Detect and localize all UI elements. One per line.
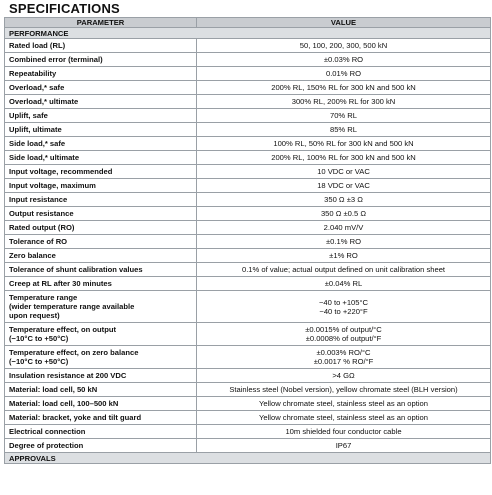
parameter-line: Repeatability (9, 69, 57, 78)
parameter-cell (5, 179, 197, 193)
value-cell (197, 193, 491, 207)
table-row (5, 81, 491, 95)
parameter-cell (5, 263, 197, 277)
table-header-row (5, 18, 491, 28)
table-row (5, 179, 491, 193)
value-line: ±0.0008% of output/°F (305, 334, 382, 343)
parameter-cell (5, 165, 197, 179)
value-cell (197, 346, 491, 369)
value-cell (197, 207, 491, 221)
value-line: ±0.1% RO (326, 237, 361, 246)
parameter-cell (5, 411, 197, 425)
parameter-line: (wider temperature range available (9, 302, 135, 311)
table-row (5, 411, 491, 425)
parameter-cell (5, 95, 197, 109)
parameter-cell (5, 439, 197, 453)
parameter-line: Electrical connection (9, 427, 86, 436)
value-line: ±0.04% RL (324, 279, 363, 288)
parameter-line: Temperature effect, on zero balance (9, 348, 139, 357)
value-line: ±1% RO (329, 251, 358, 260)
table-row (5, 369, 491, 383)
specifications-table-body (5, 18, 491, 464)
table-row (5, 207, 491, 221)
value-line: 2.040 mV/V (323, 223, 364, 232)
value-line: 18 VDC or VAC (317, 181, 370, 190)
table-row (5, 67, 491, 81)
parameter-line: Material: bracket, yoke and tilt guard (9, 413, 142, 422)
section-title-approvals: APPROVALS (5, 453, 491, 464)
parameter-line: Combined error (terminal) (9, 55, 103, 64)
title-bar (0, 0, 492, 17)
parameter-line: Tolerance of shunt calibration values (9, 265, 143, 274)
value-cell (197, 67, 491, 81)
parameter-line: Material: load cell, 50 kN (9, 385, 98, 394)
value-line: 0.01% RO (325, 69, 362, 78)
parameter-line: Rated load (RL) (9, 41, 66, 50)
parameter-line: Creep at RL after 30 minutes (9, 279, 112, 288)
value-cell (197, 439, 491, 453)
specifications-table (4, 17, 491, 464)
value-cell (197, 425, 491, 439)
parameter-cell (5, 207, 197, 221)
table-row (5, 221, 491, 235)
parameter-line: Input voltage, recommended (9, 167, 113, 176)
parameter-cell (5, 291, 197, 323)
parameter-line: upon request) (9, 311, 60, 320)
parameter-cell (5, 39, 197, 53)
value-line: 300% RL, 200% RL for 300 kN (291, 97, 396, 106)
table-row (5, 39, 491, 53)
section-row-approvals (5, 453, 491, 464)
table-row (5, 291, 491, 323)
table-row (5, 346, 491, 369)
value-line: 10 VDC or VAC (317, 167, 370, 176)
parameter-line: Material: load cell, 100–500 kN (9, 399, 119, 408)
value-cell (197, 411, 491, 425)
parameter-cell (5, 369, 197, 383)
value-line: ±0.03% RO (323, 55, 364, 64)
table-row (5, 323, 491, 346)
value-line: 200% RL, 100% RL for 300 kN and 500 kN (271, 153, 416, 162)
parameter-line: Side load,* safe (9, 139, 66, 148)
parameter-cell (5, 109, 197, 123)
table-row (5, 109, 491, 123)
parameter-cell (5, 397, 197, 411)
value-cell (197, 39, 491, 53)
value-cell (197, 249, 491, 263)
section-row-performance (5, 28, 491, 39)
parameter-line: Rated output (RO) (9, 223, 75, 232)
value-line: 100% RL, 50% RL for 300 kN and 500 kN (273, 139, 414, 148)
value-cell (197, 165, 491, 179)
table-row (5, 137, 491, 151)
value-cell (197, 53, 491, 67)
value-line: 70% RL (329, 111, 358, 120)
value-line: 0.1% of value; actual output defined on unit calibration sheet (241, 265, 446, 274)
value-line: Yellow chromate steel, stainless steel as an option (259, 399, 428, 408)
parameter-cell (5, 53, 197, 67)
value-line: −40 to +105°C (318, 297, 369, 307)
parameter-line: Temperature range (9, 293, 78, 302)
parameter-line: Output resistance (9, 209, 74, 218)
value-cell (197, 137, 491, 151)
parameter-line: Degree of protection (9, 441, 84, 450)
value-line: 85% RL (329, 125, 358, 134)
value-line: Yellow chromate steel, stainless steel as an option (259, 413, 428, 422)
parameter-cell (5, 193, 197, 207)
table-row (5, 165, 491, 179)
table-row (5, 95, 491, 109)
parameter-line: Side load,* ultimate (9, 153, 80, 162)
value-line: −40 to +220°F (319, 306, 368, 316)
value-cell (197, 221, 491, 235)
column-header-parameter: PARAMETER (5, 18, 197, 28)
parameter-line: Input resistance (9, 195, 68, 204)
value-line: 50, 100, 200, 300, 500 kN (299, 41, 388, 50)
parameter-line: (−10°C to +50°C) (9, 357, 69, 366)
table-row (5, 397, 491, 411)
value-line: 10m shielded four conductor cable (285, 427, 402, 436)
table-row (5, 439, 491, 453)
value-cell (197, 383, 491, 397)
column-header-value: VALUE (197, 18, 491, 28)
value-cell (197, 81, 491, 95)
parameter-cell (5, 346, 197, 369)
value-line: >4 GΩ (332, 371, 355, 380)
parameter-line: Temperature effect, on output (9, 325, 117, 334)
value-cell (197, 277, 491, 291)
parameter-cell (5, 235, 197, 249)
value-cell (197, 109, 491, 123)
value-cell (197, 263, 491, 277)
parameter-line: Overload,* ultimate (9, 97, 79, 106)
table-row (5, 151, 491, 165)
parameter-line: Overload,* safe (9, 83, 65, 92)
value-line: 350 Ω ±3 Ω (324, 195, 363, 204)
parameter-line: Tolerance of RO (9, 237, 68, 246)
value-cell (197, 397, 491, 411)
value-line: IP67 (335, 441, 352, 450)
parameter-cell (5, 81, 197, 95)
value-line: 350 Ω ±0.5 Ω (320, 209, 367, 218)
parameter-cell (5, 123, 197, 137)
table-row (5, 193, 491, 207)
section-title-performance: PERFORMANCE (5, 28, 491, 39)
parameter-cell (5, 151, 197, 165)
page-title: SPECIFICATIONS (9, 1, 120, 16)
parameter-line: Zero balance (9, 251, 56, 260)
parameter-cell (5, 323, 197, 346)
value-cell (197, 151, 491, 165)
table-row (5, 123, 491, 137)
value-line: ±0.003% RO/°C (316, 348, 371, 357)
value-cell (197, 323, 491, 346)
parameter-cell (5, 383, 197, 397)
parameter-cell (5, 137, 197, 151)
table-row (5, 249, 491, 263)
table-row (5, 277, 491, 291)
parameter-cell (5, 249, 197, 263)
table-row (5, 383, 491, 397)
parameter-cell (5, 425, 197, 439)
parameter-line: (−10°C to +50°C) (9, 334, 69, 343)
table-row (5, 263, 491, 277)
parameter-line: Insulation resistance at 200 VDC (9, 371, 127, 380)
value-cell (197, 235, 491, 249)
parameter-cell (5, 277, 197, 291)
value-cell (197, 95, 491, 109)
parameter-line: Input voltage, maximum (9, 181, 96, 190)
value-cell (197, 123, 491, 137)
value-cell (197, 291, 491, 323)
value-line: 200% RL, 150% RL for 300 kN and 500 kN (271, 83, 416, 92)
parameter-cell (5, 221, 197, 235)
table-row (5, 235, 491, 249)
value-cell (197, 179, 491, 193)
parameter-line: Uplift, ultimate (9, 125, 62, 134)
table-row (5, 425, 491, 439)
value-line: Stainless steel (Nobel version), yellow chromate steel (BLH version) (229, 385, 458, 394)
value-line: ±0.0017 % RO/°F (313, 357, 374, 366)
value-cell (197, 369, 491, 383)
parameter-cell (5, 67, 197, 81)
value-line: ±0.0015% of output/°C (305, 325, 382, 334)
parameter-line: Uplift, safe (9, 111, 48, 120)
table-row (5, 53, 491, 67)
